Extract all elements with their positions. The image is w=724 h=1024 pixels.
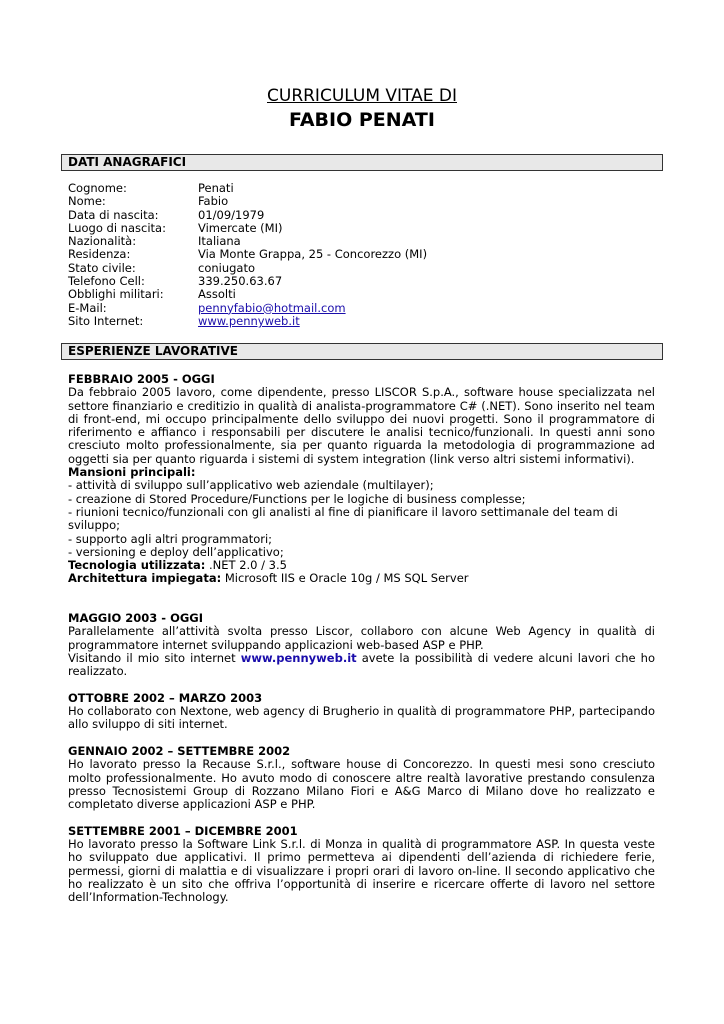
duty-item: - versioning e deploy dell’applicativo; (68, 544, 284, 559)
field-label: Nome: (68, 194, 106, 209)
job-description: Da febbraio 2005 lavoro, come dipendente, presso LISCOR S.p.A., software house specializzata nel settore finanziario e creditizio in qualità di analista-programmatore C# (.NET). Sono inserito nel team di front-end, mi occupo principalmente dello sviluppo dei nuovi progetti. Sono il programmatore di riferimento e affianco i responsabili per discutere le analisi tecnico/funzionali. In questi anni sono cresciuto molto professionalmente, sia per quanto riguarda la metodologia di programmazione ad oggetti sia per quanto riguarda i sistemi di system integration (link verso altri sistemi informativi). (68, 385, 655, 466)
section-header-esperienze-lavorative: ESPERIENZE LAVORATIVE (61, 343, 663, 360)
job-entry (68, 825, 655, 905)
field-label: E-Mail: (68, 300, 107, 315)
personal-data-row (68, 248, 658, 261)
field-value: coniugato (198, 260, 256, 275)
duty-item: - supporto agli altri programmatori; (68, 531, 273, 546)
cv-name-heading: FABIO PENATI (289, 109, 435, 131)
section-header-dati-anagrafici: DATI ANAGRAFICI (61, 154, 663, 171)
job-period: OTTOBRE 2002 – MARZO 2003 (68, 690, 263, 705)
field-label: Residenza: (68, 247, 131, 262)
job-description: Ho collaborato con Nextone, web agency di Brugherio in qualità di programmatore PHP, partecipando allo sviluppo di siti internet. (68, 704, 655, 732)
job-period: GENNAIO 2002 – SETTEMBRE 2002 (68, 744, 291, 759)
personal-data-row (68, 315, 658, 328)
field-value: Assolti (198, 287, 236, 302)
duty-item: - riunioni tecnico/funzionali con gli analisti al fine di pianificare il lavoro settimanale del team di sviluppo; (68, 504, 618, 533)
personal-data-row (68, 302, 658, 315)
architecture-label: Architettura impiegata: (68, 571, 222, 586)
field-label: Luogo di nascita: (68, 220, 166, 235)
job-period: MAGGIO 2003 - OGGI (68, 611, 204, 626)
job-description: Ho lavorato presso la Software Link S.r.l. di Monza in qualità di programmatore ASP. In questa veste ho sviluppato due applicativi. Il primo permetteva ai dipendenti dell’azienda di richiedere ferie, permessi, giorni di malattia e di visualizzare i propri orari di lavoro on-line. Il secondo applicativo che ho realizzato è un sito che offriva l’opportunità di inserire e ricercare offerte di lavoro nel settore dell’Information-Technology. (68, 837, 655, 905)
personal-data-row (68, 195, 658, 208)
architecture-line (68, 572, 655, 585)
field-value: Fabio (198, 194, 229, 209)
personal-data-row (68, 288, 658, 301)
field-value: Vimercate (MI) (198, 220, 283, 235)
cv-title-line: CURRICULUM VITAE DI (267, 86, 457, 106)
job-description-text: avete la possibilità di vedere alcuni lavori che ho realizzato. (68, 650, 656, 679)
duty-item: - attività di sviluppo sull’applicativo web aziendale (multilayer); (68, 478, 434, 493)
field-value: Italiana (198, 234, 241, 249)
duties-label: Mansioni principali: (68, 465, 196, 480)
field-label: Sito Internet: (68, 313, 144, 328)
personal-data-row (68, 275, 658, 288)
architecture-value: Microsoft IIS e Oracle 10g / MS SQL Server (221, 571, 469, 586)
field-value: 339.250.63.67 (198, 274, 283, 289)
job-entry (68, 745, 655, 811)
job-entry (68, 373, 655, 586)
website-link[interactable]: www.pennyweb.it (198, 313, 300, 328)
technology-label: Tecnologia utilizzata: (68, 558, 206, 573)
personal-data-row (68, 222, 658, 235)
job-entry (68, 692, 655, 732)
field-value: 01/09/1979 (198, 207, 265, 222)
job-period: SETTEMBRE 2001 – DICEMBRE 2001 (68, 823, 298, 838)
email-link[interactable]: pennyfabio@hotmail.com (198, 300, 346, 315)
field-label: Nazionalità: (68, 234, 137, 249)
job-description-website (68, 652, 655, 679)
personal-data-list (68, 182, 658, 328)
personal-data-row (68, 209, 658, 222)
technology-value: .NET 2.0 / 3.5 (205, 558, 287, 573)
personal-data-row (68, 262, 658, 275)
website-link[interactable]: www.pennyweb.it (240, 650, 357, 665)
technology-line (68, 559, 655, 572)
job-description: Ho lavorato presso la Recause S.r.l., software house di Concorezzo. In questi mesi sono cresciuto molto professionalmente. Ho avuto modo di conoscere altre realtà lavorative prestando consulenza presso Tecnosistemi Group di Rozzano Milano Fiori e A&G Marco di Milano dove ho realizzato e completato diverse applicazioni ASP e PHP. (68, 757, 655, 812)
field-label: Cognome: (68, 181, 127, 195)
field-label: Obblighi militari: (68, 287, 164, 302)
field-label: Telefono Cell: (68, 274, 145, 289)
personal-data-row (68, 182, 658, 195)
job-entry (68, 612, 655, 678)
field-label: Stato civile: (68, 260, 136, 275)
duty-item: - creazione di Stored Procedure/Functions per le logiche di business complesse; (68, 491, 526, 506)
job-description: Parallelamente all’attività svolta presso Liscor, collaboro con alcune Web Agency in qualità di programmatore internet sviluppando applicazioni web-based ASP e PHP. (68, 624, 655, 652)
personal-data-row (68, 235, 658, 248)
work-experience-list (68, 373, 655, 918)
field-label: Data di nascita: (68, 207, 159, 222)
job-period: FEBBRAIO 2005 - OGGI (68, 372, 215, 386)
job-description-text: Visitando il mio sito internet (68, 650, 241, 665)
field-value: Penati (198, 181, 234, 195)
field-value: Via Monte Grappa, 25 - Concorezzo (MI) (198, 247, 428, 262)
